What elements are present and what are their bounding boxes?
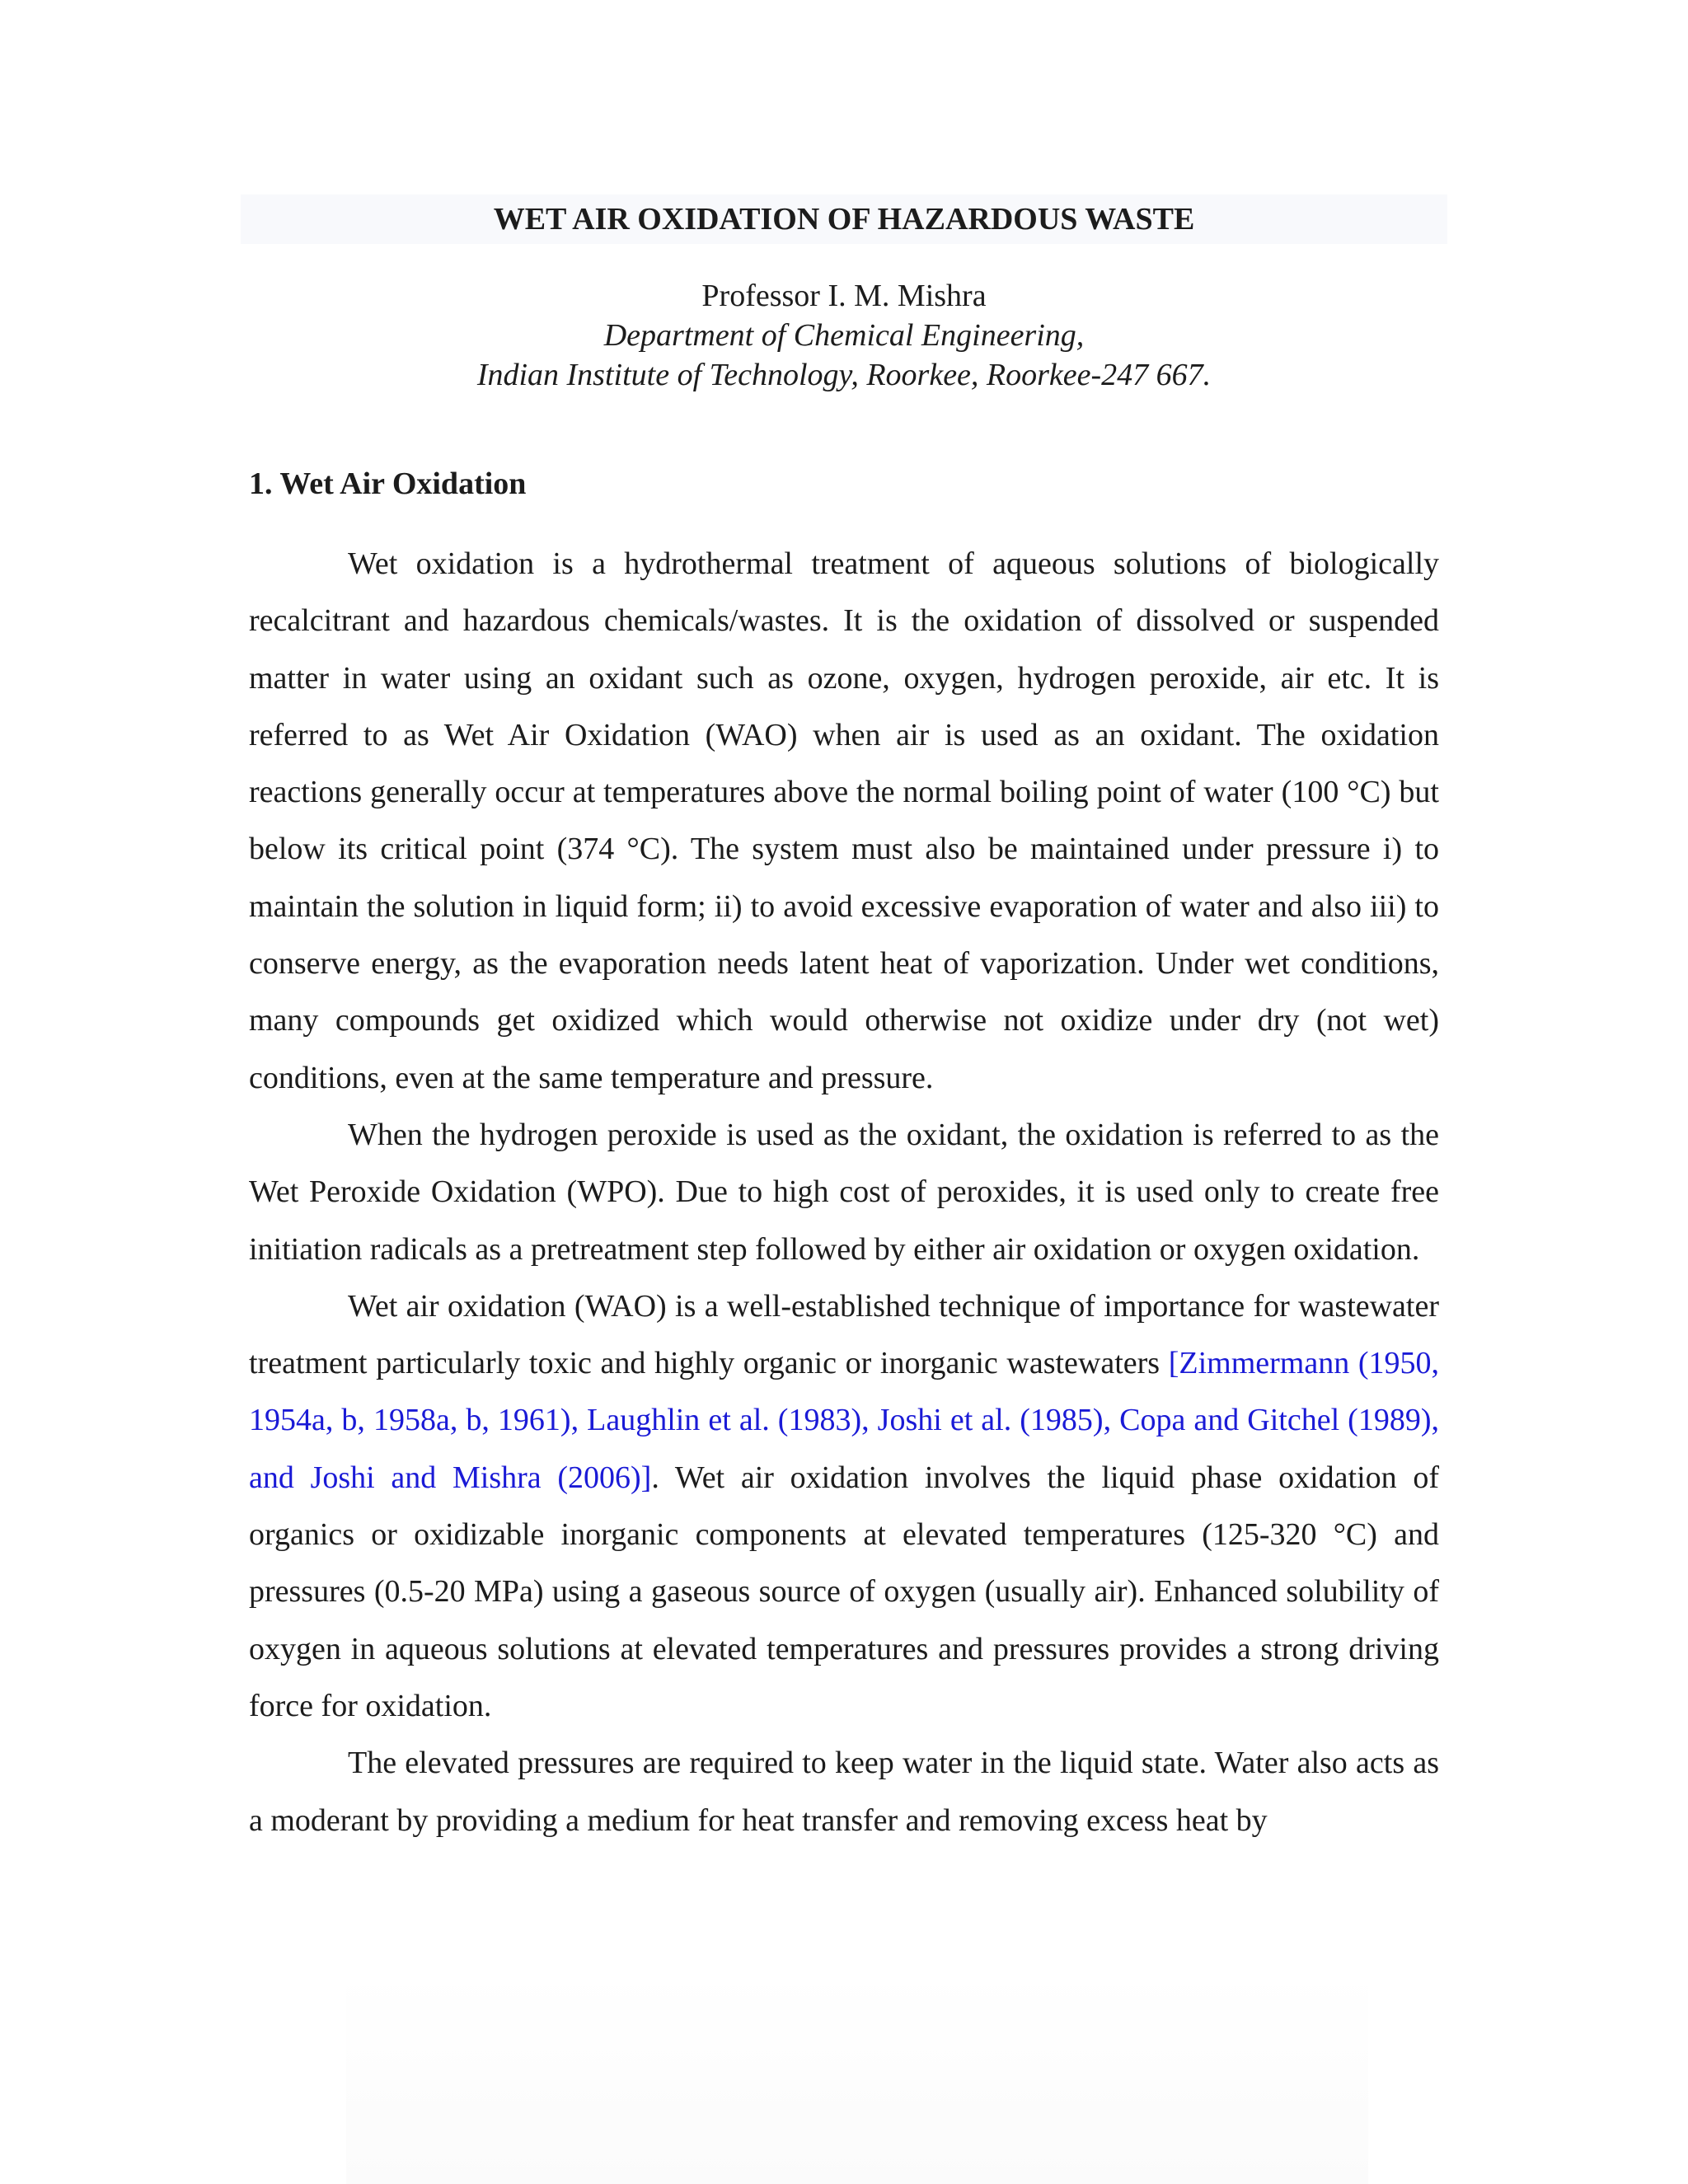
author-department: Department of Chemical Engineering, — [603, 318, 1085, 353]
paragraph-3-text-end: . Wet air oxidation involves the liquid phase oxidation of organics or oxidizable inorganic components at elevated temperatures (125-320 °C) and pressures (0.5-20 MPa) using a gaseous source of oxygen (usually air). Enhanced solubility of oxygen in aqueous solutions at elevated temperatures and pressures provides a strong driving force for oxidation. — [249, 1460, 1440, 1723]
paragraph-2: When the hydrogen peroxide is used as the oxidant, the oxidation is referred to as the Wet Peroxide Oxidation (WPO). Due to high cost of peroxides, it is used only to create free initiation radicals as a pretreatment step followed by either air oxidation or oxygen oxidation. — [249, 1117, 1439, 1267]
author-name: Professor I. M. Mishra — [701, 279, 987, 313]
section-heading: 1. Wet Air Oxidation — [249, 466, 527, 501]
paragraph-1: Wet oxidation is a hydrothermal treatment of aqueous solutions of biologically recalcitrant and hazardous chemicals/wastes. It is the oxidation of dissolved or suspended matter in water using an oxidant such as ozone, oxygen, hydrogen peroxide, air etc. It is referred to as Wet Air Oxidation (WAO) when air is used as an oxidant. The oxidation reactions generally occur at temperatures above the normal boiling point of water (100 °C) but below its critical point (374 °C). The system must also be maintained under pressure i) to maintain the solution in liquid form; ii) to avoid excessive evaporation of water and also iii) to conserve energy, as the evaporation needs latent heat of vaporization. Under wet conditions, many compounds get oxidized which would otherwise not oxidize under dry (not wet) conditions, even at the same temperature and pressure. — [249, 546, 1439, 1095]
author-institute: Indian Institute of Technology, Roorkee, Roorkee-247 667. — [476, 358, 1212, 392]
document-title: WET AIR OXIDATION OF HAZARDOUS WASTE — [493, 202, 1195, 237]
citation-link[interactable]: [Zimmermann (1950, 1954a, b, 1958a, b, 1961), Laughlin et al. (1983), Joshi et al. (1985), Copa and Gitchel (1989), and Joshi and Mishra (2006)] — [249, 1346, 1439, 1495]
paragraph-3-text-start: Wet air oxidation (WAO) is a well-established technique of importance for wastewater treatment particularly toxic and highly organic or inorganic wastewaters — [249, 1288, 1439, 1381]
paragraph-4: The elevated pressures are required to keep water in the liquid state. Water also acts as a moderant by providing a medium for heat transfer and removing excess heat by — [249, 1746, 1439, 1838]
paragraph-3 — [249, 1278, 1439, 1735]
section-body — [249, 536, 1439, 1849]
author-block — [241, 276, 1447, 395]
page-bottom-shade — [346, 1970, 1368, 2184]
